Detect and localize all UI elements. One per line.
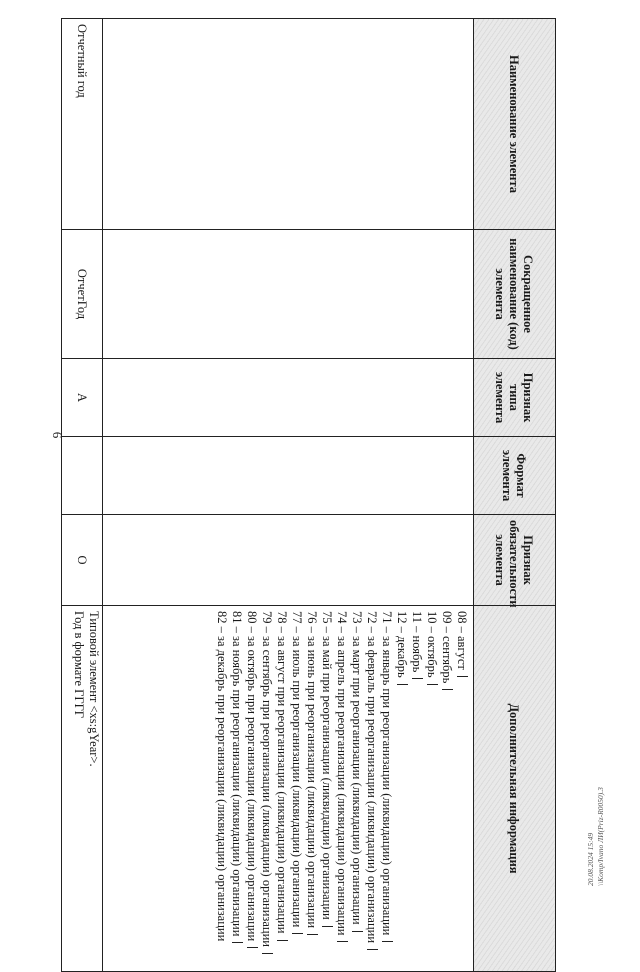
info-line: 11 – ноябрь — [409, 611, 424, 966]
info-line: 12 – декабрь — [394, 611, 409, 966]
row-info — [62, 606, 103, 972]
info-line: 08 – август — [454, 611, 469, 966]
info-line: 76 – за июнь при реорганизации (ликвидации) организации — [304, 611, 319, 966]
header-code: Сокращенное наименование (код) элемента — [474, 230, 556, 359]
row-format — [62, 437, 103, 515]
row-info-line-1: Типовой элемент <xs:gYear>. — [87, 611, 101, 767]
row-name: Отчетный год — [62, 19, 103, 230]
stamp-line-2: \\Komp/Ivano ЛИ(Priz-R0050).3 — [596, 787, 605, 886]
info-line: 78 – за август при реорганизации (ликвидации) организации — [274, 611, 289, 966]
info-line: 71 – за январь при реорганизации (ликвидации) организации — [379, 611, 394, 966]
info-line: 09 – сентябрь — [439, 611, 454, 966]
continuation-row — [103, 19, 474, 972]
print-stamp — [586, 738, 606, 888]
info-line: 73 – за март при реорганизации (ликвидации) организации — [349, 611, 364, 966]
continuation-required-cell — [103, 515, 474, 606]
row-code: ОтчетГод — [62, 230, 103, 359]
stamp-line-1: 20.08.2024 15:49 — [586, 832, 595, 886]
row-type: A — [62, 359, 103, 437]
header-required: Признак обязательности элемента — [474, 515, 556, 606]
continuation-format-cell — [103, 437, 474, 515]
page-number: 6 — [50, 431, 65, 439]
info-line: 10 – октябрь — [424, 611, 439, 966]
info-line: 80 – за октябрь при реорганизации (ликвидации) организации — [244, 611, 259, 966]
rotated-table-sheet — [61, 18, 556, 947]
continuation-info-cell — [103, 606, 474, 972]
info-line: 72 – за февраль при реорганизации (ликвидации) организации — [364, 611, 379, 966]
continuation-name-cell — [103, 19, 474, 230]
info-line: 75 – за май при реорганизации (ликвидации) организации — [319, 611, 334, 966]
header-name: Наименование элемента — [474, 19, 556, 230]
header-info: Дополнительная информация — [474, 606, 556, 972]
header-type: Признак типа элемента — [474, 359, 556, 437]
continuation-code-cell — [103, 230, 474, 359]
info-line: 77 – за июль при реорганизации (ликвидации) организации — [289, 611, 304, 966]
table-row-reporting-year — [62, 19, 103, 972]
info-line: 74 – за апрель при реорганизации (ликвидации) организации — [334, 611, 349, 966]
continuation-type-cell — [103, 359, 474, 437]
row-info-line-2: Год в формате ГГГГ — [72, 611, 86, 719]
elements-table — [61, 18, 556, 972]
info-line: 81 – за ноябрь при реорганизации (ликвидации) организации — [229, 611, 244, 966]
info-line: 79 – за сентябрь при реорганизации (ликвидации) организации — [259, 611, 274, 966]
row-required: О — [62, 515, 103, 606]
info-line: 82 – за декабрь при реорганизации (ликвидации) организации — [215, 611, 229, 942]
header-format: Формат элемента — [474, 437, 556, 515]
